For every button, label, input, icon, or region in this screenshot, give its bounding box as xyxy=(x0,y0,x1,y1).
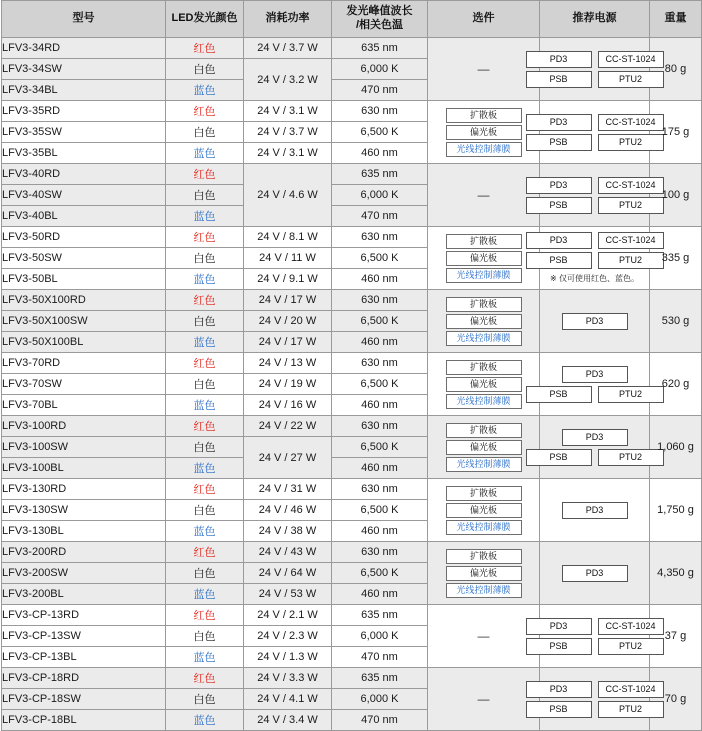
power-supply-pd3[interactable]: PD3 xyxy=(526,232,592,249)
power-supply-pd3[interactable]: PD3 xyxy=(562,502,628,519)
cell-model: LFV3-35SW xyxy=(2,122,166,143)
option-chip[interactable]: 偏光板 xyxy=(446,251,522,266)
cell-led-color: 红色 xyxy=(166,542,244,563)
power-supply-psb[interactable]: PSB xyxy=(526,449,592,466)
cell-wavelength: 460 nm xyxy=(332,458,428,479)
power-supply-ptu2[interactable]: PTU2 xyxy=(598,134,664,151)
cell-power: 24 V / 3.4 W xyxy=(244,710,332,731)
cell-led-color: 蓝色 xyxy=(166,143,244,164)
cell-wavelength: 630 nm xyxy=(332,542,428,563)
cell-model: LFV3-130BL xyxy=(2,521,166,542)
cell-model: LFV3-40BL xyxy=(2,206,166,227)
power-supply-psb[interactable]: PSB xyxy=(526,386,592,403)
cell-led-color: 白色 xyxy=(166,374,244,395)
power-supply-pd3[interactable]: PD3 xyxy=(562,429,628,446)
cell-wavelength: 635 nm xyxy=(332,605,428,626)
cell-power: 24 V / 1.3 W xyxy=(244,647,332,668)
option-chip[interactable]: 光线控制薄膜 xyxy=(446,583,522,598)
power-supply-cell xyxy=(540,416,650,479)
cell-wavelength: 6,000 K xyxy=(332,689,428,710)
cell-power: 24 V / 46 W xyxy=(244,500,332,521)
cell-power: 24 V / 31 W xyxy=(244,479,332,500)
table-row xyxy=(2,227,702,248)
option-chip[interactable]: 扩散板 xyxy=(446,297,522,312)
table-row xyxy=(2,353,702,374)
cell-weight: 620 g xyxy=(650,353,702,416)
cell-power: 24 V / 3.3 W xyxy=(244,668,332,689)
cell-led-color: 蓝色 xyxy=(166,206,244,227)
header-label: 推荐电源 xyxy=(572,12,617,25)
cell-power: 24 V / 22 W xyxy=(244,416,332,437)
cell-model: LFV3-100BL xyxy=(2,458,166,479)
option-chip[interactable]: 偏光板 xyxy=(446,377,522,392)
cell-model: LFV3-50X100SW xyxy=(2,311,166,332)
cell-model: LFV3-34BL xyxy=(2,80,166,101)
header-label: 选件 xyxy=(472,12,495,25)
cell-wavelength: 635 nm xyxy=(332,38,428,59)
cell-model: LFV3-50X100BL xyxy=(2,332,166,353)
cell-led-color: 白色 xyxy=(166,563,244,584)
cell-power: 24 V / 3.2 W xyxy=(244,59,332,101)
power-supply-note: ※ 仅可使用红色、蓝色。 xyxy=(550,274,639,283)
cell-led-color: 白色 xyxy=(166,500,244,521)
cell-wavelength: 460 nm xyxy=(332,395,428,416)
cell-wavelength: 470 nm xyxy=(332,647,428,668)
cell-wavelength: 6,500 K xyxy=(332,563,428,584)
cell-weight: 4,350 g xyxy=(650,542,702,605)
power-supply-pd3[interactable]: PD3 xyxy=(526,114,592,131)
option-chip[interactable]: 光线控制薄膜 xyxy=(446,142,522,157)
cell-led-color: 蓝色 xyxy=(166,332,244,353)
cell-model: LFV3-CP-18BL xyxy=(2,710,166,731)
cell-wavelength: 460 nm xyxy=(332,584,428,605)
options-cell xyxy=(428,227,540,290)
power-supply-pd3[interactable]: PD3 xyxy=(562,565,628,582)
cell-power: 24 V / 4.1 W xyxy=(244,689,332,710)
cell-power: 24 V / 16 W xyxy=(244,395,332,416)
cell-wavelength: 470 nm xyxy=(332,710,428,731)
cell-wavelength: 635 nm xyxy=(332,668,428,689)
power-supply-pd3[interactable]: PD3 xyxy=(526,177,592,194)
power-supply-cell xyxy=(540,542,650,605)
cell-wavelength: 630 nm xyxy=(332,290,428,311)
cell-power: 24 V / 3.7 W xyxy=(244,122,332,143)
cell-wavelength: 630 nm xyxy=(332,101,428,122)
cell-wavelength: 630 nm xyxy=(332,353,428,374)
cell-power: 24 V / 38 W xyxy=(244,521,332,542)
cell-led-color: 蓝色 xyxy=(166,710,244,731)
cell-wavelength: 6,500 K xyxy=(332,374,428,395)
power-supply-ccst1024[interactable]: CC-ST-1024 xyxy=(598,114,664,131)
table-row xyxy=(2,101,702,122)
column-header-led-color xyxy=(166,1,244,38)
power-supply-ptu2[interactable]: PTU2 xyxy=(598,71,664,88)
cell-power: 24 V / 19 W xyxy=(244,374,332,395)
column-header-model xyxy=(2,1,166,38)
cell-model: LFV3-40SW xyxy=(2,185,166,206)
power-supply-cell xyxy=(540,353,650,416)
option-chip[interactable]: 偏光板 xyxy=(446,503,522,518)
table-row xyxy=(2,542,702,563)
column-header-weight xyxy=(650,1,702,38)
options-cell xyxy=(428,101,540,164)
table-row xyxy=(2,416,702,437)
cell-model: LFV3-200BL xyxy=(2,584,166,605)
cell-led-color: 红色 xyxy=(166,290,244,311)
cell-power: 24 V / 43 W xyxy=(244,542,332,563)
power-supply-psb[interactable]: PSB xyxy=(526,701,592,718)
cell-model: LFV3-100SW xyxy=(2,437,166,458)
cell-wavelength: 460 nm xyxy=(332,269,428,290)
cell-model: LFV3-CP-13BL xyxy=(2,647,166,668)
option-chip[interactable]: 光线控制薄膜 xyxy=(446,394,522,409)
options-cell xyxy=(428,353,540,416)
header-label-wavelength: 发光峰值波长 /相关色温 xyxy=(346,5,413,31)
power-supply-ptu2[interactable]: PTU2 xyxy=(598,252,664,269)
cell-model: LFV3-100RD xyxy=(2,416,166,437)
power-supply-cell xyxy=(540,668,656,731)
power-supply-ccst1024[interactable]: CC-ST-1024 xyxy=(598,51,664,68)
cell-wavelength: 470 nm xyxy=(332,206,428,227)
no-option-dash: — xyxy=(477,692,490,706)
option-chip[interactable]: 扩散板 xyxy=(446,234,522,249)
cell-wavelength: 6,500 K xyxy=(332,311,428,332)
cell-wavelength: 635 nm xyxy=(332,164,428,185)
option-chip[interactable]: 偏光板 xyxy=(446,125,522,140)
cell-power: 24 V / 13 W xyxy=(244,353,332,374)
power-supply-psb[interactable]: PSB xyxy=(526,71,592,88)
cell-wavelength: 460 nm xyxy=(332,521,428,542)
cell-model: LFV3-50SW xyxy=(2,248,166,269)
cell-wavelength: 6,500 K xyxy=(332,248,428,269)
header-row xyxy=(2,1,702,38)
option-chip[interactable]: 偏光板 xyxy=(446,440,522,455)
cell-weight: 175 g xyxy=(650,101,702,164)
cell-power: 24 V / 2.3 W xyxy=(244,626,332,647)
power-supply-psb[interactable]: PSB xyxy=(526,134,592,151)
option-chip[interactable]: 偏光板 xyxy=(446,314,522,329)
option-chip[interactable]: 扩散板 xyxy=(446,549,522,564)
cell-weight: 80 g xyxy=(650,38,702,101)
header-label: 重量 xyxy=(664,12,687,25)
cell-led-color: 白色 xyxy=(166,311,244,332)
header-label: 消耗功率 xyxy=(265,12,310,25)
power-supply-ccst1024[interactable]: CC-ST-1024 xyxy=(598,232,664,249)
table-row xyxy=(2,38,702,59)
power-supply-psb[interactable]: PSB xyxy=(526,197,592,214)
cell-model: LFV3-35BL xyxy=(2,143,166,164)
header-label: 型号 xyxy=(72,12,95,25)
cell-power: 24 V / 64 W xyxy=(244,563,332,584)
cell-led-color: 白色 xyxy=(166,248,244,269)
cell-led-color: 蓝色 xyxy=(166,458,244,479)
power-supply-cell xyxy=(540,38,656,101)
no-option-dash: — xyxy=(477,62,490,76)
cell-model: LFV3-130SW xyxy=(2,500,166,521)
cell-model: LFV3-34SW xyxy=(2,59,166,80)
power-supply-cell xyxy=(540,290,650,353)
cell-led-color: 红色 xyxy=(166,605,244,626)
options-cell xyxy=(428,605,540,668)
cell-led-color: 白色 xyxy=(166,122,244,143)
cell-power: 24 V / 3.7 W xyxy=(244,38,332,59)
options-cell xyxy=(428,668,540,731)
cell-led-color: 蓝色 xyxy=(166,521,244,542)
cell-led-color: 蓝色 xyxy=(166,80,244,101)
table-header xyxy=(2,1,702,38)
cell-power: 24 V / 27 W xyxy=(244,437,332,479)
cell-model: LFV3-50X100RD xyxy=(2,290,166,311)
cell-led-color: 蓝色 xyxy=(166,584,244,605)
cell-led-color: 红色 xyxy=(166,101,244,122)
cell-wavelength: 460 nm xyxy=(332,332,428,353)
table-row xyxy=(2,605,702,626)
power-supply-psb[interactable]: PSB xyxy=(526,638,592,655)
power-supply-ptu2[interactable]: PTU2 xyxy=(598,449,664,466)
table-row xyxy=(2,479,702,500)
cell-model: LFV3-40RD xyxy=(2,164,166,185)
cell-weight: 37 g xyxy=(650,605,702,668)
power-supply-pd3[interactable]: PD3 xyxy=(562,313,628,330)
option-chip[interactable]: 光线控制薄膜 xyxy=(446,268,522,283)
cell-power: 24 V / 17 W xyxy=(244,290,332,311)
column-header-power-supply xyxy=(540,1,650,38)
cell-power: 24 V / 11 W xyxy=(244,248,332,269)
power-supply-cell xyxy=(540,164,656,227)
cell-led-color: 红色 xyxy=(166,668,244,689)
cell-model: LFV3-70SW xyxy=(2,374,166,395)
cell-wavelength: 6,000 K xyxy=(332,185,428,206)
power-supply-cell xyxy=(540,101,656,164)
cell-led-color: 蓝色 xyxy=(166,395,244,416)
option-chip[interactable]: 扩散板 xyxy=(446,108,522,123)
options-cell xyxy=(428,164,540,227)
power-supply-cell xyxy=(540,605,656,668)
options-cell xyxy=(428,479,540,542)
power-supply-ptu2[interactable]: PTU2 xyxy=(598,386,664,403)
cell-led-color: 白色 xyxy=(166,59,244,80)
cell-led-color: 白色 xyxy=(166,626,244,647)
cell-power: 24 V / 17 W xyxy=(244,332,332,353)
cell-wavelength: 630 nm xyxy=(332,227,428,248)
cell-wavelength: 470 nm xyxy=(332,80,428,101)
cell-model: LFV3-50BL xyxy=(2,269,166,290)
column-header-wavelength xyxy=(332,1,428,38)
option-chip[interactable]: 扩散板 xyxy=(446,486,522,501)
cell-weight: 70 g xyxy=(650,668,702,731)
cell-wavelength: 630 nm xyxy=(332,479,428,500)
cell-weight: 530 g xyxy=(650,290,702,353)
cell-wavelength: 460 nm xyxy=(332,143,428,164)
cell-wavelength: 6,500 K xyxy=(332,437,428,458)
cell-model: LFV3-CP-13RD xyxy=(2,605,166,626)
cell-wavelength: 6,500 K xyxy=(332,500,428,521)
option-chip[interactable]: 光线控制薄膜 xyxy=(446,457,522,472)
cell-model: LFV3-CP-13SW xyxy=(2,626,166,647)
cell-power: 24 V / 3.1 W xyxy=(244,101,332,122)
cell-led-color: 红色 xyxy=(166,227,244,248)
cell-model: LFV3-130RD xyxy=(2,479,166,500)
power-supply-pd3[interactable]: PD3 xyxy=(562,366,628,383)
table-row xyxy=(2,668,702,689)
cell-model: LFV3-CP-18RD xyxy=(2,668,166,689)
column-header-power xyxy=(244,1,332,38)
column-header-options xyxy=(428,1,540,38)
power-supply-cell xyxy=(540,227,656,290)
cell-model: LFV3-50RD xyxy=(2,227,166,248)
cell-model: LFV3-70RD xyxy=(2,353,166,374)
cell-led-color: 白色 xyxy=(166,689,244,710)
cell-weight: 335 g xyxy=(650,227,702,290)
table-body xyxy=(2,38,702,731)
cell-wavelength: 630 nm xyxy=(332,416,428,437)
option-chip[interactable]: 光线控制薄膜 xyxy=(446,520,522,535)
power-supply-pd3[interactable]: PD3 xyxy=(526,681,592,698)
cell-power: 24 V / 8.1 W xyxy=(244,227,332,248)
cell-weight: 1,750 g xyxy=(650,479,702,542)
no-option-dash: — xyxy=(477,629,490,643)
cell-led-color: 红色 xyxy=(166,38,244,59)
option-chip[interactable]: 扩散板 xyxy=(446,360,522,375)
power-supply-cell xyxy=(540,479,650,542)
options-cell xyxy=(428,38,540,101)
cell-wavelength: 6,000 K xyxy=(332,626,428,647)
product-spec-table xyxy=(1,0,702,731)
cell-model: LFV3-200RD xyxy=(2,542,166,563)
cell-model: LFV3-70BL xyxy=(2,395,166,416)
power-supply-pd3[interactable]: PD3 xyxy=(526,618,592,635)
table-row xyxy=(2,164,702,185)
cell-led-color: 红色 xyxy=(166,479,244,500)
power-supply-ptu2[interactable]: PTU2 xyxy=(598,638,664,655)
power-supply-pd3[interactable]: PD3 xyxy=(526,51,592,68)
cell-power: 24 V / 9.1 W xyxy=(244,269,332,290)
cell-power: 24 V / 4.6 W xyxy=(244,164,332,227)
option-chip[interactable]: 光线控制薄膜 xyxy=(446,331,522,346)
cell-model: LFV3-200SW xyxy=(2,563,166,584)
cell-led-color: 红色 xyxy=(166,164,244,185)
power-supply-ptu2[interactable]: PTU2 xyxy=(598,197,664,214)
options-cell xyxy=(428,416,540,479)
power-supply-ccst1024[interactable]: CC-ST-1024 xyxy=(598,681,664,698)
cell-power: 24 V / 20 W xyxy=(244,311,332,332)
cell-model: LFV3-CP-18SW xyxy=(2,689,166,710)
power-supply-ccst1024[interactable]: CC-ST-1024 xyxy=(598,618,664,635)
cell-led-color: 红色 xyxy=(166,416,244,437)
options-cell xyxy=(428,290,540,353)
cell-led-color: 白色 xyxy=(166,437,244,458)
cell-model: LFV3-34RD xyxy=(2,38,166,59)
power-supply-ptu2[interactable]: PTU2 xyxy=(598,701,664,718)
cell-led-color: 蓝色 xyxy=(166,647,244,668)
option-chip[interactable]: 扩散板 xyxy=(446,423,522,438)
cell-power: 24 V / 2.1 W xyxy=(244,605,332,626)
cell-wavelength: 6,500 K xyxy=(332,122,428,143)
cell-led-color: 蓝色 xyxy=(166,269,244,290)
no-option-dash: — xyxy=(477,188,490,202)
cell-led-color: 红色 xyxy=(166,353,244,374)
cell-weight: 100 g xyxy=(650,164,702,227)
cell-model: LFV3-35RD xyxy=(2,101,166,122)
cell-power: 24 V / 53 W xyxy=(244,584,332,605)
cell-wavelength: 6,000 K xyxy=(332,59,428,80)
options-cell xyxy=(428,542,540,605)
cell-power: 24 V / 3.1 W xyxy=(244,143,332,164)
power-supply-ccst1024[interactable]: CC-ST-1024 xyxy=(598,177,664,194)
option-chip[interactable]: 偏光板 xyxy=(446,566,522,581)
cell-weight: 1,060 g xyxy=(650,416,702,479)
power-supply-psb[interactable]: PSB xyxy=(526,252,592,269)
cell-led-color: 白色 xyxy=(166,185,244,206)
table-row xyxy=(2,290,702,311)
header-label: LED发光颜色 xyxy=(171,12,238,25)
